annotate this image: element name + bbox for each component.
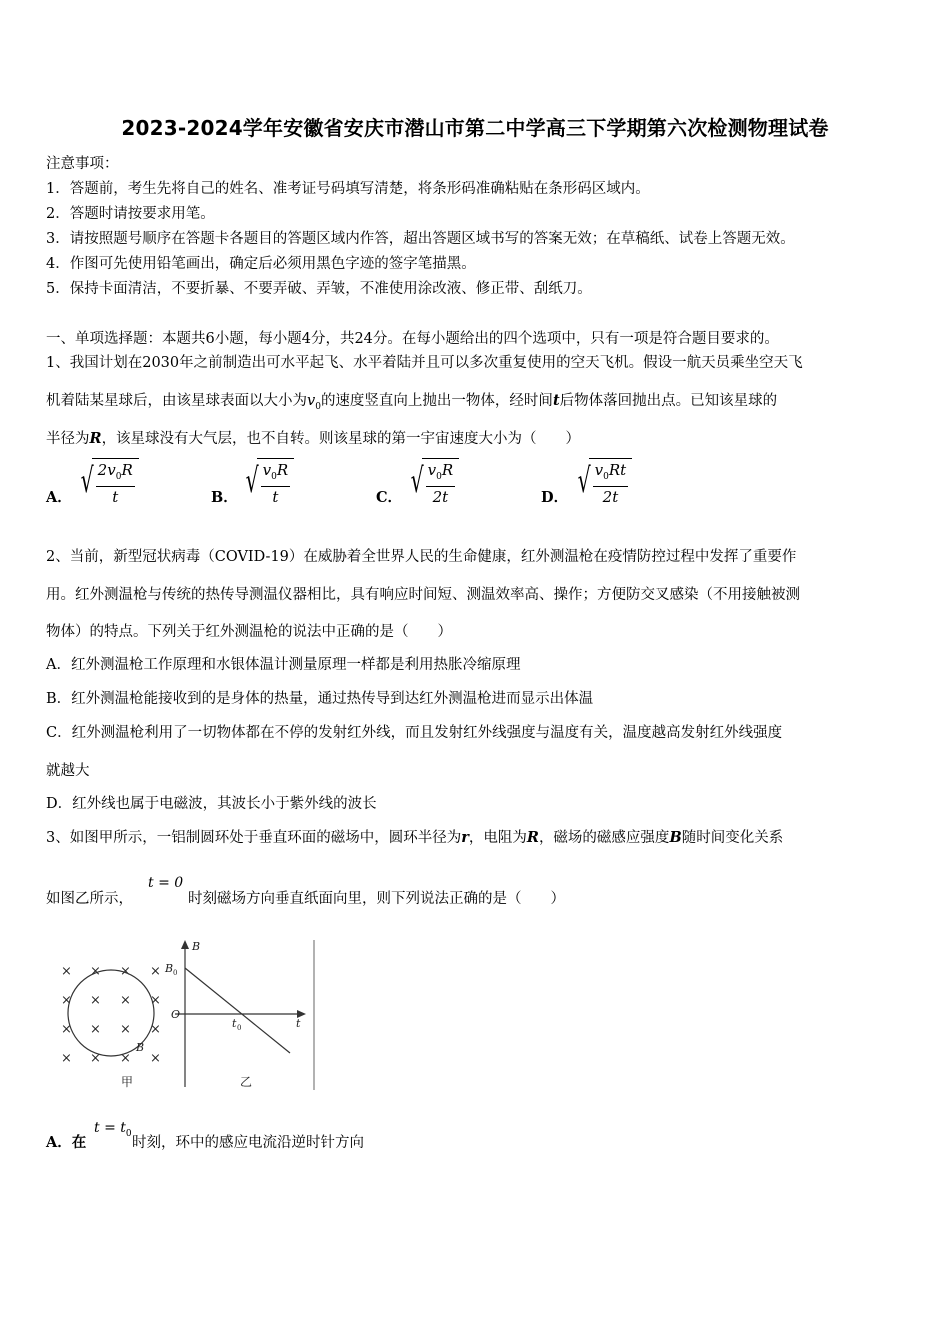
- axis-label-t: t: [296, 1017, 301, 1030]
- q3-option-a-text: 时刻，环中的感应电流沿逆时针方向: [132, 1135, 364, 1151]
- q3-stem-line-cont: 时刻磁场方向垂直纸面向里，则下列说法正确的是（ ）: [188, 891, 565, 907]
- q1-option-d-formula: √ $\frac{v_0Rt}{2t}$: [569, 458, 632, 507]
- b-axis-arrow: [181, 940, 189, 949]
- cross-mark: ×: [90, 964, 101, 979]
- q3-figure: [50, 935, 330, 1095]
- q3-option-a: A．在: [46, 1134, 87, 1151]
- q2-option-d: D．红外线也属于电磁波，其波长小于紫外线的波长: [46, 796, 377, 812]
- q2-option-c: C．红外测温枪利用了一切物体都在不停的发射红外线，而且发射红外线强度与温度有关，温度越高发射红外线强度: [46, 725, 783, 741]
- q1-stem-line: 机着陆某星球后，由该星球表面以大小为$v_0$的速度竖直向上抛出一物体，经时间t后物体落回抛出点。已知该星球的: [46, 392, 778, 412]
- q1-option-c-label: C．: [376, 489, 403, 506]
- notice-heading: 注意事项：: [46, 156, 119, 172]
- q2-option-b: B．红外测温枪能接收到的是身体的热量，通过热传导到达红外测温枪进而显示出体温: [46, 691, 594, 707]
- axis-label-t0-sub: 0: [237, 1024, 242, 1032]
- q1-option-b-formula: √ $\frac{v_0R}{t}$: [237, 458, 294, 507]
- q1-stem-line: 1、我国计划在2030年之前制造出可水平起飞、水平着陆并且可以多次重复使用的空天飞机。假设一航天员乘坐空天飞: [46, 355, 803, 371]
- axis-label-t0: t: [232, 1017, 237, 1030]
- q3-option-a-math: $t = t_0$: [94, 1120, 132, 1139]
- page-title: 2023-2024学年安徽省安庆市潜山市第二中学高三下学期第六次检测物理试卷: [121, 116, 829, 140]
- cross-mark: ×: [120, 993, 131, 1008]
- axis-label-b0-sub: 0: [173, 969, 178, 977]
- cross-mark: ×: [150, 993, 161, 1008]
- axis-label-b0: B: [165, 962, 174, 975]
- cross-mark: ×: [61, 964, 72, 979]
- cross-mark: ×: [120, 1022, 131, 1037]
- cross-mark: ×: [61, 1051, 72, 1066]
- q2-stem-line: 2、当前，新型冠状病毒（COVID-19）在威胁着全世界人民的生命健康，红外测温枪在疫情防控过程中发挥了重要作: [46, 549, 797, 565]
- notice-item: 5．保持卡面清洁，不要折暴、不要弄破、弄皱，不准使用涂改液、修正带、刮纸刀。: [46, 281, 592, 297]
- cross-mark: ×: [120, 1051, 131, 1066]
- q1-option-a-label: A．: [46, 489, 72, 506]
- q2-option-c-cont: 就越大: [46, 763, 90, 779]
- cross-mark: ×: [90, 993, 101, 1008]
- cross-mark: ×: [150, 1022, 161, 1037]
- figure-label-yi: 乙: [240, 1075, 253, 1089]
- q2-option-a: A．红外测温枪工作原理和水银体温计测量原理一样都是利用热胀冷缩原理: [46, 657, 521, 673]
- cross-mark: ×: [90, 1051, 101, 1066]
- q3-math-t0: t = 0: [148, 875, 184, 891]
- notice-item: 1．答题前，考生先将自己的姓名、准考证号码填写清楚，将条形码准确粘贴在条形码区域内。: [46, 181, 650, 197]
- ring-label-b: B: [136, 1041, 145, 1054]
- axis-label-b: B: [192, 940, 201, 953]
- q1-option-a-formula: √ $\frac{2v_0R}{t}$: [72, 458, 139, 507]
- q2-stem-line: 用。红外测温枪与传统的热传导测温仪器相比，具有响应时间短、测温效率高、操作；方便防交叉感染（不用接触被测: [46, 587, 800, 603]
- b-t-line: [185, 968, 290, 1053]
- cross-mark: ×: [150, 1051, 161, 1066]
- figure-jia: [61, 964, 161, 1089]
- axis-label-origin: O: [171, 1008, 181, 1021]
- cross-mark: ×: [90, 1022, 101, 1037]
- q1-option-d-label: D．: [541, 489, 569, 506]
- cross-mark: ×: [150, 964, 161, 979]
- cross-mark: ×: [61, 1022, 72, 1037]
- q1-stem-line: 半径为R，该星球没有大气层，也不自转。则该星球的第一宇宙速度大小为（ ）: [46, 430, 581, 447]
- figure-yi: [164, 940, 314, 1090]
- q1-option-c-formula: √ $\frac{v_0R}{2t}$: [402, 458, 459, 507]
- cross-mark: ×: [120, 964, 131, 979]
- q2-stem-line: 物体）的特点。下列关于红外测温枪的说法中正确的是（ ）: [46, 624, 452, 640]
- q1-option-b-label: B．: [211, 489, 238, 506]
- notice-item: 3．请按照题号顺序在答题卡各题目的答题区域内作答，超出答题区域书写的答案无效；在草稿纸、试卷上答题无效。: [46, 231, 795, 247]
- figure-label-jia: 甲: [121, 1075, 134, 1089]
- notice-item: 2．答题时请按要求用笔。: [46, 206, 215, 222]
- notice-item: 4．作图可先使用铅笔画出，确定后必须用黑色字迹的签字笔描黑。: [46, 256, 476, 272]
- cross-mark: ×: [61, 993, 72, 1008]
- q3-stem-line: 如图乙所示，: [46, 891, 133, 907]
- section-heading: 一、单项选择题：本题共6小题，每小题4分，共24分。在每小题给出的四个选项中，只有一项是符合题目要求的。: [46, 331, 779, 347]
- q3-stem-line: 3、如图甲所示，一铝制圆环处于垂直环面的磁场中，圆环半径为r，电阻为R，磁场的磁感应强度B随时间变化关系: [46, 829, 784, 846]
